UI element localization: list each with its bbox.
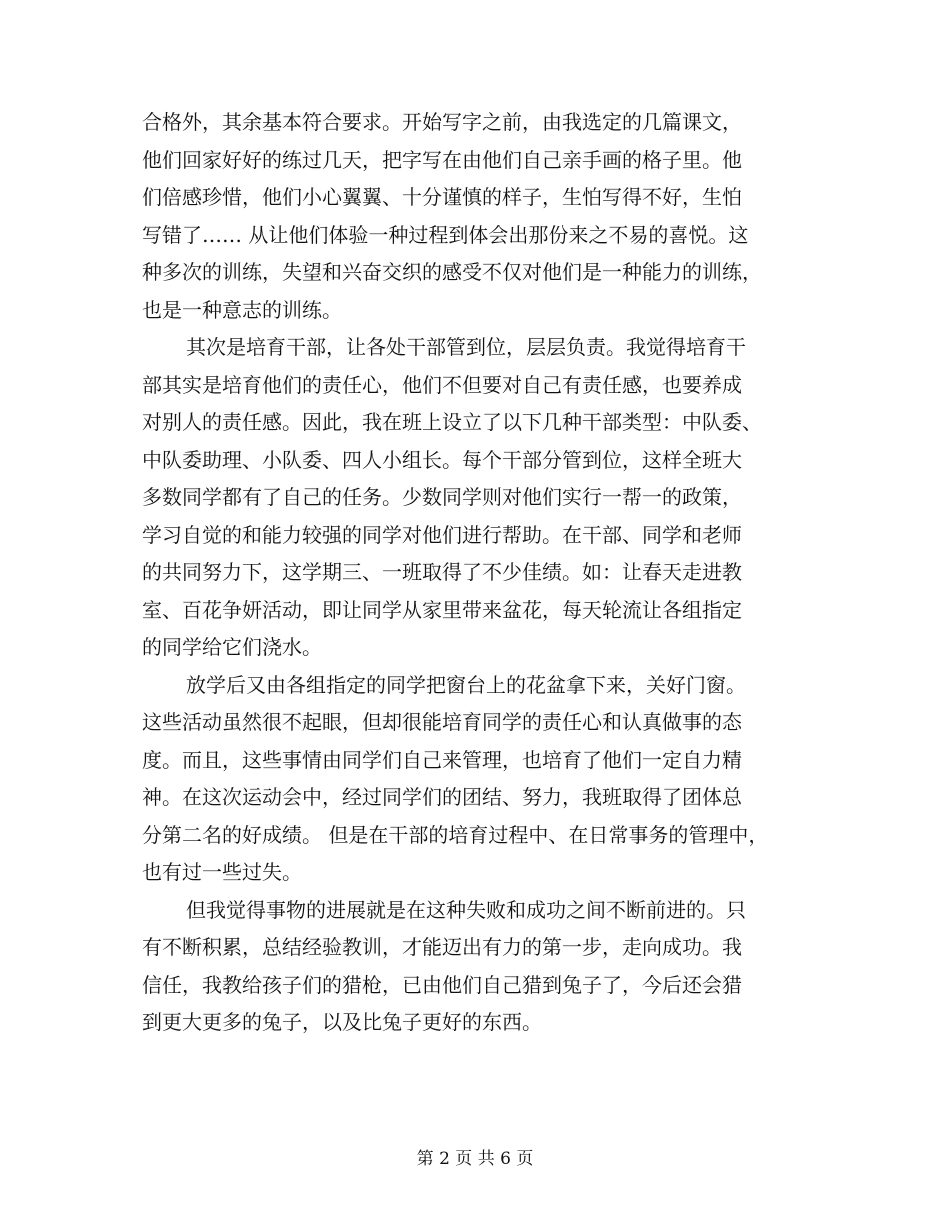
text-line: 合格外，其余基本符合要求。开始写字之前，由我选定的几篇课文， (142, 110, 742, 134)
text-line: 有不断积累，总结经验教训，才能迈出有力的第一步，走向成功。我 (142, 935, 742, 959)
text-line: 神。在这次运动会中，经过同学们的团结、努力，我班取得了团体总 (142, 785, 742, 809)
paragraph-start-line: 但我觉得事物的进展就是在这种失败和成功之间不断前进的。只 (186, 897, 746, 922)
document-body (142, 104, 822, 1042)
text-line: 度。而且，这些事情由同学们自己来管理，也培育了他们一定自力精 (142, 747, 742, 772)
text-line: 也是一种意志的训练。 (142, 297, 342, 322)
text-line: 写错了…… 从让他们体验一种过程到体会出那份来之不易的喜悦。这 (142, 222, 749, 247)
paragraph-start-line: 其次是培育干部，让各处干部管到位，层层负责。我觉得培育干 (186, 335, 746, 359)
text-line: 信任，我教给孩子们的猎枪，已由他们自己猎到兔子了，今后还会猎 (142, 972, 742, 997)
text-line: 学习自觉的和能力较强的同学对他们进行帮助。在干部、同学和老师 (142, 522, 742, 547)
text-line: 这些活动虽然很不起眼，但却很能培育同学的责任心和认真做事的态 (142, 710, 742, 734)
text-line: 部其实是培育他们的责任心，他们不但要对自己有责任感，也要养成 (142, 372, 742, 397)
text-line: 到更大更多的兔子，以及比兔子更好的东西。 (142, 1010, 542, 1034)
text-line: 对别人的责任感。因此，我在班上设立了以下几种干部类型：中队委、 (142, 410, 762, 434)
text-line: 中队委助理、小队委、四人小组长。每个干部分管到位，这样全班大 (142, 447, 742, 472)
text-line: 的同学给它们浇水。 (142, 635, 322, 659)
text-line: 们倍感珍惜，他们小心翼翼、十分谨慎的样子，生怕写得不好，生怕 (142, 185, 742, 209)
text-line: 的共同努力下，这学期三、一班取得了不少佳绩。如：让春天走进教 (142, 560, 742, 584)
page-number: 第 2 页 共 6 页 (416, 1149, 534, 1169)
text-line: 室、百花争妍活动，即让同学从家里带来盆花，每天轮流让各组指定 (142, 597, 742, 622)
text-line: 也有过一些过失。 (142, 860, 302, 884)
paragraph-start-line: 放学后又由各组指定的同学把窗台上的花盆拿下来，关好门窗。 (186, 672, 746, 697)
text-line: 多数同学都有了自己的任务。少数同学则对他们实行一帮一的政策， (142, 485, 742, 509)
text-line: 种多次的训练，失望和兴奋交织的感受不仅对他们是一种能力的训练， (142, 260, 762, 284)
text-line: 他们回家好好的练过几天，把字写在由他们自己亲手画的格子里。他 (142, 147, 742, 172)
text-line: 分第二名的好成绩。 但是在干部的培育过程中、在日常事务的管理中， (142, 822, 769, 847)
